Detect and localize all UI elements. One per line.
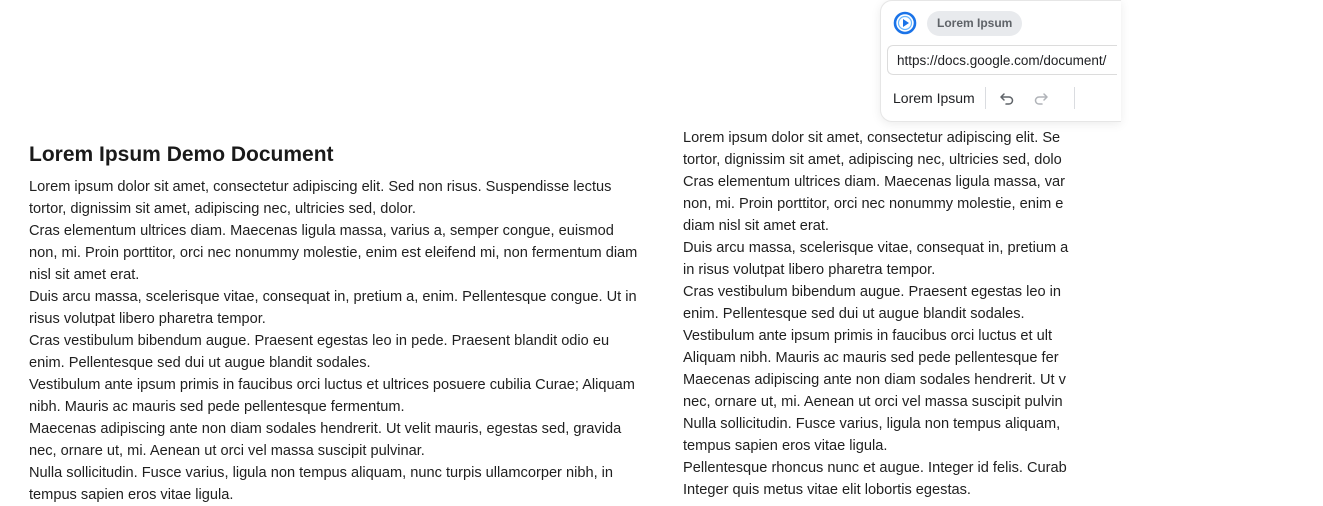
text-line: tortor, dignissim sit amet, adipiscing nec, ultricies sed, dolo bbox=[683, 152, 1062, 168]
paragraph: Cras elementum ultrices diam. Maecenas ligula massa, varius a, semper congue, euismod non, mi. Proin porttitor, orci nec nonummy molestie, enim est eleifend mi, non fermentum diam nisl sit amet erat. bbox=[29, 223, 638, 283]
undo-button[interactable] bbox=[996, 87, 1018, 109]
document-title: Lorem Ipsum Demo Document bbox=[29, 143, 334, 166]
document-toolbar bbox=[893, 85, 1085, 111]
document-label: Lorem Ipsum bbox=[893, 90, 975, 106]
text-line: Cras vestibulum bibendum augue. Praesent egestas leo in bbox=[683, 284, 1062, 300]
redo-button[interactable] bbox=[1030, 87, 1052, 109]
paragraph: Cras vestibulum bibendum augue. Praesent egestas leo in pede. Praesent blandit odio eu enim. Pellentesque sed dui ut augue blandit sodales. bbox=[29, 333, 610, 371]
text-line: non, mi. Proin porttitor, orci nec nonummy molestie, enim e bbox=[683, 196, 1064, 212]
right-document bbox=[683, 127, 1323, 501]
app-logo-icon[interactable] bbox=[893, 11, 917, 35]
paragraph: Nulla sollicitudin. Fusce varius, ligula non tempus aliquam, nunc turpis ullamcorper nibh, in tempus sapien eros vitae ligula. bbox=[29, 465, 614, 503]
paragraph: Maecenas adipiscing ante non diam sodales hendrerit. Ut velit mauris, egestas sed, gravida nec, ornare ut, mi. Aenean ut orci vel massa suscipit pulvinar. bbox=[29, 421, 622, 459]
paragraph: Duis arcu massa, scelerisque vitae, consequat in, pretium a, enim. Pellentesque congue. Ut in risus volutpat libero pharetra tempor. bbox=[29, 289, 637, 327]
text-line: enim. Pellentesque sed dui ut augue blandit sodales. bbox=[683, 306, 1025, 322]
undo-icon bbox=[999, 90, 1015, 106]
text-line: nec, ornare ut, mi. Aenean ut orci vel massa suscipit pulvin bbox=[683, 394, 1063, 410]
redo-icon bbox=[1033, 90, 1049, 106]
text-line: Vestibulum ante ipsum primis in faucibus orci luctus et ult bbox=[683, 328, 1053, 344]
url-input[interactable]: https://docs.google.com/document/ bbox=[887, 45, 1117, 75]
text-line: Integer quis metus vitae elit lobortis egestas. bbox=[683, 482, 971, 498]
floating-toolbar-panel bbox=[880, 0, 1121, 122]
profile-chip[interactable]: Lorem Ipsum bbox=[927, 11, 1022, 36]
text-line: Duis arcu massa, scelerisque vitae, consequat in, pretium a bbox=[683, 240, 1069, 256]
divider bbox=[1074, 87, 1075, 109]
paragraph: Lorem ipsum dolor sit amet, consectetur adipiscing elit. Sed non risus. Suspendisse lectus tortor, dignissim sit amet, adipiscing nec, ultricies sed, dolor. bbox=[29, 179, 612, 217]
text-line: diam nisl sit amet erat. bbox=[683, 218, 829, 234]
left-document bbox=[29, 142, 641, 506]
text-line: Pellentesque rhoncus nunc et augue. Integer id felis. Curab bbox=[683, 460, 1067, 476]
text-line: tempus sapien eros vitae ligula. bbox=[683, 438, 888, 454]
text-line: Nulla sollicitudin. Fusce varius, ligula non tempus aliquam, bbox=[683, 416, 1061, 432]
app-logo-icon bbox=[893, 11, 917, 35]
text-line: Lorem ipsum dolor sit amet, consectetur adipiscing elit. Se bbox=[683, 130, 1061, 146]
text-line: in risus volutpat libero pharetra tempor. bbox=[683, 262, 936, 278]
divider bbox=[985, 87, 986, 109]
text-line: Maecenas adipiscing ante non diam sodales hendrerit. Ut v bbox=[683, 372, 1066, 388]
text-line: Aliquam nibh. Mauris ac mauris sed pede pellentesque fer bbox=[683, 350, 1059, 366]
text-line: Cras elementum ultrices diam. Maecenas ligula massa, var bbox=[683, 174, 1066, 190]
paragraph: Vestibulum ante ipsum primis in faucibus orci luctus et ultrices posuere cubilia Curae; Aliquam nibh. Mauris ac mauris sed pede pellentesque fermentum. bbox=[29, 377, 635, 415]
